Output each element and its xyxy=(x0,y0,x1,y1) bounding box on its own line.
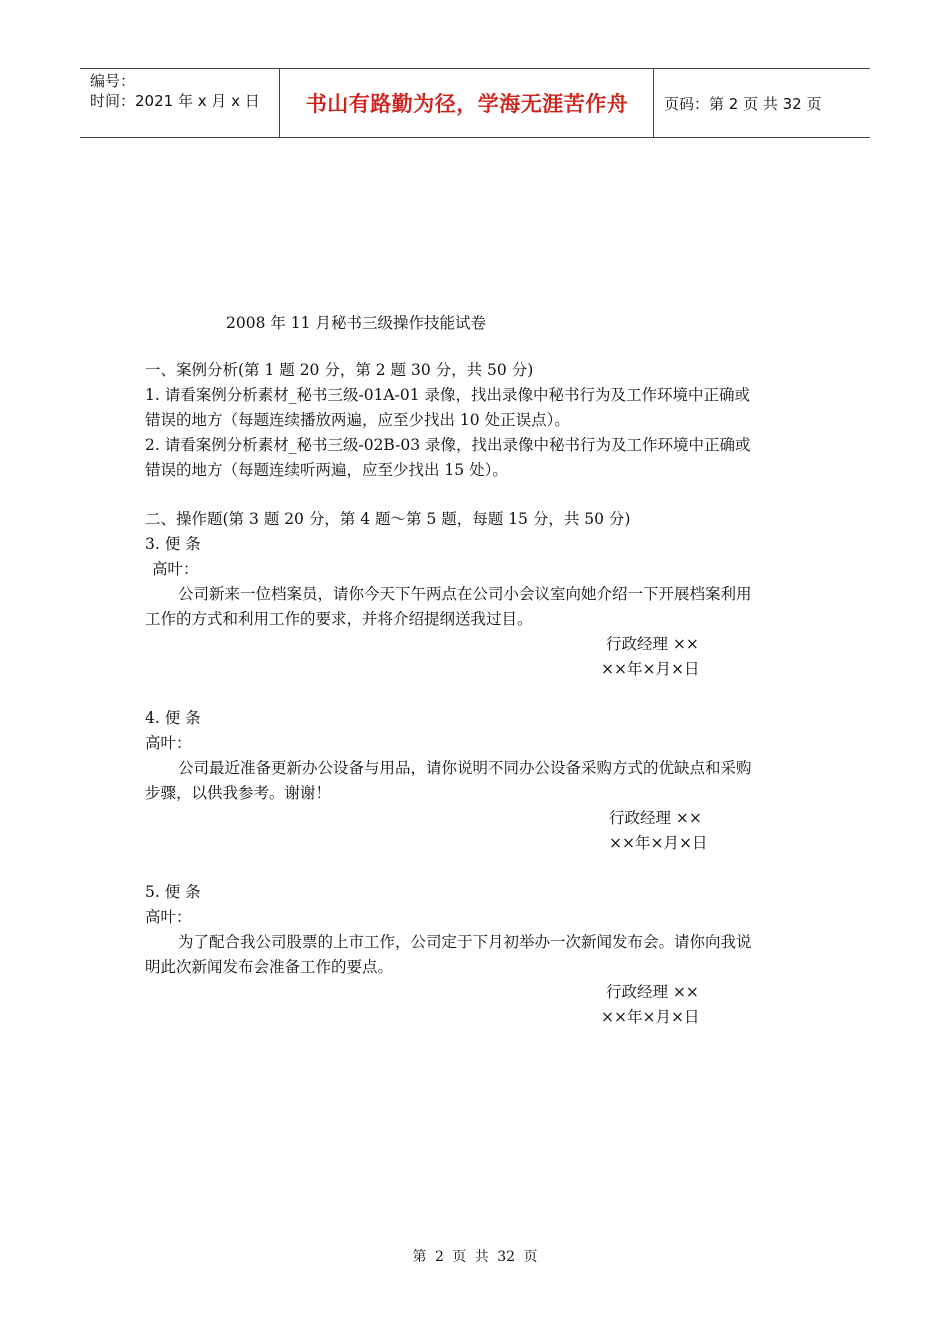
memo4-date: ××年×月×日 xyxy=(609,834,708,852)
question2-line2: 错误的地方（每题连续听两遍，应至少找出 15 处）。 xyxy=(145,461,508,479)
memo3-title: 3. 便 条 xyxy=(145,535,201,553)
header-meta xyxy=(80,69,280,137)
memo5-date: ××年×月×日 xyxy=(601,1008,700,1026)
document-title: 2008 年 11 月秘书三级操作技能试卷 xyxy=(226,314,486,332)
memo5-title: 5. 便 条 xyxy=(145,883,201,901)
memo5-recipient: 高叶： xyxy=(145,908,192,926)
memo5-signature: 行政经理 ×× xyxy=(606,983,699,1001)
question1-line1: 1. 请看案例分析素材_秘书三级-01A-01 录像，找出录像中秘书行为及工作环境中正确或 xyxy=(145,386,751,404)
header-page-info: 页码：第 2 页 共 32 页 xyxy=(664,94,822,113)
number-label: 编号： xyxy=(90,72,136,90)
memo5-body-line2: 明此次新闻发布会准备工作的要点。 xyxy=(145,958,394,976)
memo3-body-line1: 公司新来一位档案员，请你今天下午两点在公司小会议室向她介绍一下开展档案利用 xyxy=(178,585,752,603)
memo4-title: 4. 便 条 xyxy=(145,709,201,727)
section2-heading: 二、操作题(第 3 题 20 分，第 4 题～第 5 题，每题 15 分，共 50 分) xyxy=(145,510,631,528)
memo4-body-line1: 公司最近准备更新办公设备与用品，请你说明不同办公设备采购方式的优缺点和采购 xyxy=(178,759,752,777)
memo4-body-line2: 步骤，以供我参考。谢谢！ xyxy=(145,784,332,802)
question2-line1: 2. 请看案例分析素材_秘书三级-02B-03 录像，找出录像中秘书行为及工作环境中正确或 xyxy=(145,436,751,454)
header-motto: 书山有路勤为径，学海无涯苦作舟 xyxy=(281,69,654,137)
page-footer: 第 2 页 共 32 页 xyxy=(412,1249,538,1265)
memo4-signature: 行政经理 ×× xyxy=(609,809,702,827)
section1-heading: 一、案例分析(第 1 题 20 分，第 2 题 30 分，共 50 分) xyxy=(145,361,534,379)
memo5-body-line1: 为了配合我公司股票的上市工作，公司定于下月初举办一次新闻发布会。请你向我说 xyxy=(178,933,752,951)
question1-line2: 错误的地方（每题连续播放两遍，应至少找出 10 处正误点）。 xyxy=(145,411,570,429)
memo3-date: ××年×月×日 xyxy=(601,660,700,678)
memo3-signature: 行政经理 ×× xyxy=(606,635,699,653)
memo3-recipient: 高叶： xyxy=(152,560,199,578)
date-label: 时间：2021 年 x 月 x 日 xyxy=(90,92,260,110)
page-header xyxy=(80,68,870,138)
memo3-body-line2: 工作的方式和利用工作的要求，并将介绍提纲送我过目。 xyxy=(145,610,533,628)
memo4-recipient: 高叶： xyxy=(145,734,192,752)
